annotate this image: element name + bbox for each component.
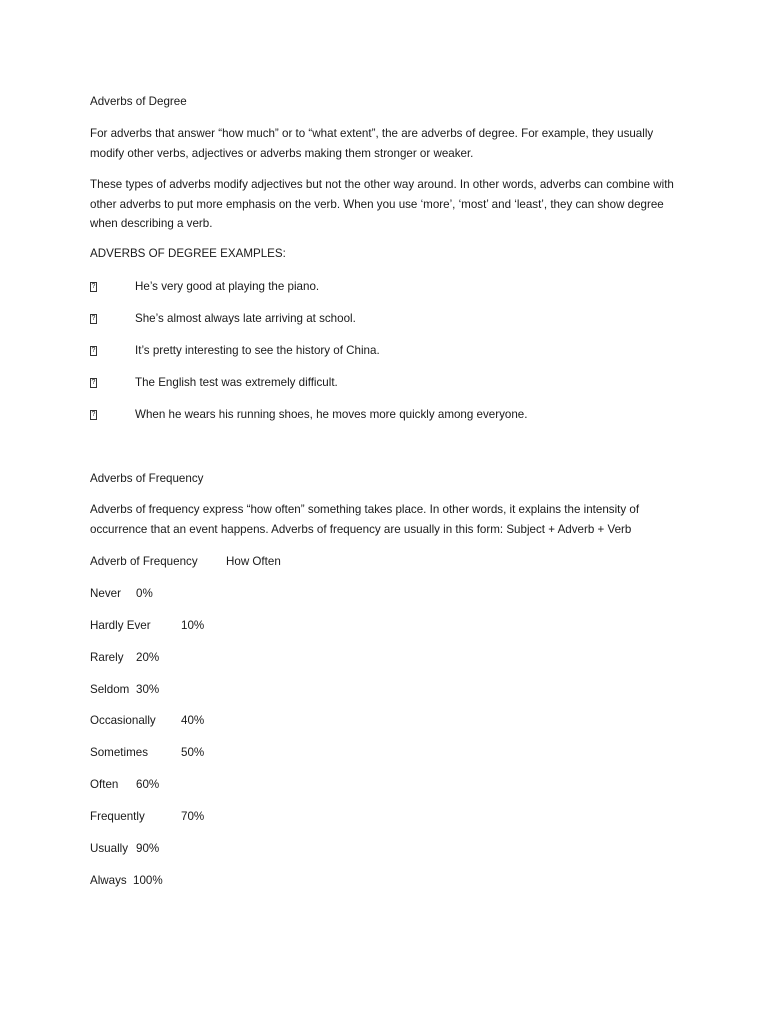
frequency-row-percent: 70% (181, 810, 205, 823)
degree-paragraph-2: These types of adverbs modify adjectives but not the other way around. In other words, adverbs can combine with other adverbs to put more emphasis on the verb. When you use ‘more’, ‘most’ and ‘least’, they can show degree when describing a verb. (90, 178, 674, 230)
frequency-row-percent: 20% (136, 651, 160, 664)
list-item: The English test was extremely difficult. (135, 376, 338, 389)
missing-glyph-icon: ? (91, 347, 96, 354)
frequency-row-percent: 60% (136, 778, 160, 791)
frequency-column-how-often: How Often (226, 555, 281, 568)
missing-glyph-icon: ? (91, 379, 96, 386)
frequency-row-adverb: Never (90, 587, 121, 600)
list-item: It’s pretty interesting to see the history of China. (135, 344, 380, 357)
frequency-row-adverb: Hardly Ever (90, 619, 151, 632)
frequency-row-adverb: Always (90, 874, 127, 887)
frequency-row-adverb: Seldom (90, 683, 130, 696)
frequency-row-percent: 90% (136, 842, 160, 855)
frequency-row-percent: 100% (133, 874, 163, 887)
frequency-paragraph-1: Adverbs of frequency express “how often” something takes place. In other words, it explains the intensity of occurrence that an event happens. Adverbs of frequency are usually in this form: Subject + Adverb + Verb (90, 503, 640, 536)
frequency-column-adverb: Adverb of Frequency (90, 555, 198, 568)
list-item: She’s almost always late arriving at school. (135, 312, 356, 325)
missing-glyph-icon: ? (91, 315, 96, 322)
list-item: He’s very good at playing the piano. (135, 280, 320, 293)
frequency-row-percent: 10% (181, 619, 205, 632)
missing-glyph-icon: ? (91, 283, 96, 290)
degree-heading: Adverbs of Degree (90, 95, 187, 108)
frequency-row-adverb: Sometimes (90, 746, 148, 759)
frequency-row-adverb: Occasionally (90, 714, 156, 727)
frequency-row-adverb: Rarely (90, 651, 124, 664)
frequency-row-adverb: Often (90, 778, 119, 791)
degree-examples-heading: ADVERBS OF DEGREE EXAMPLES: (90, 247, 286, 260)
frequency-row-adverb: Frequently (90, 810, 145, 823)
missing-glyph-icon: ? (91, 411, 96, 418)
frequency-heading: Adverbs of Frequency (90, 472, 204, 485)
frequency-row-adverb: Usually (90, 842, 129, 855)
frequency-row-percent: 50% (181, 746, 205, 759)
list-item: When he wears his running shoes, he moves more quickly among everyone. (135, 408, 528, 421)
frequency-row-percent: 0% (136, 587, 153, 600)
frequency-row-percent: 30% (136, 683, 160, 696)
degree-paragraph-1: For adverbs that answer “how much” or to “what extent”, the are adverbs of degree. For example, they usually modify other verbs, adjectives or adverbs making them stronger or weaker. (90, 127, 654, 160)
frequency-row-percent: 40% (181, 714, 205, 727)
